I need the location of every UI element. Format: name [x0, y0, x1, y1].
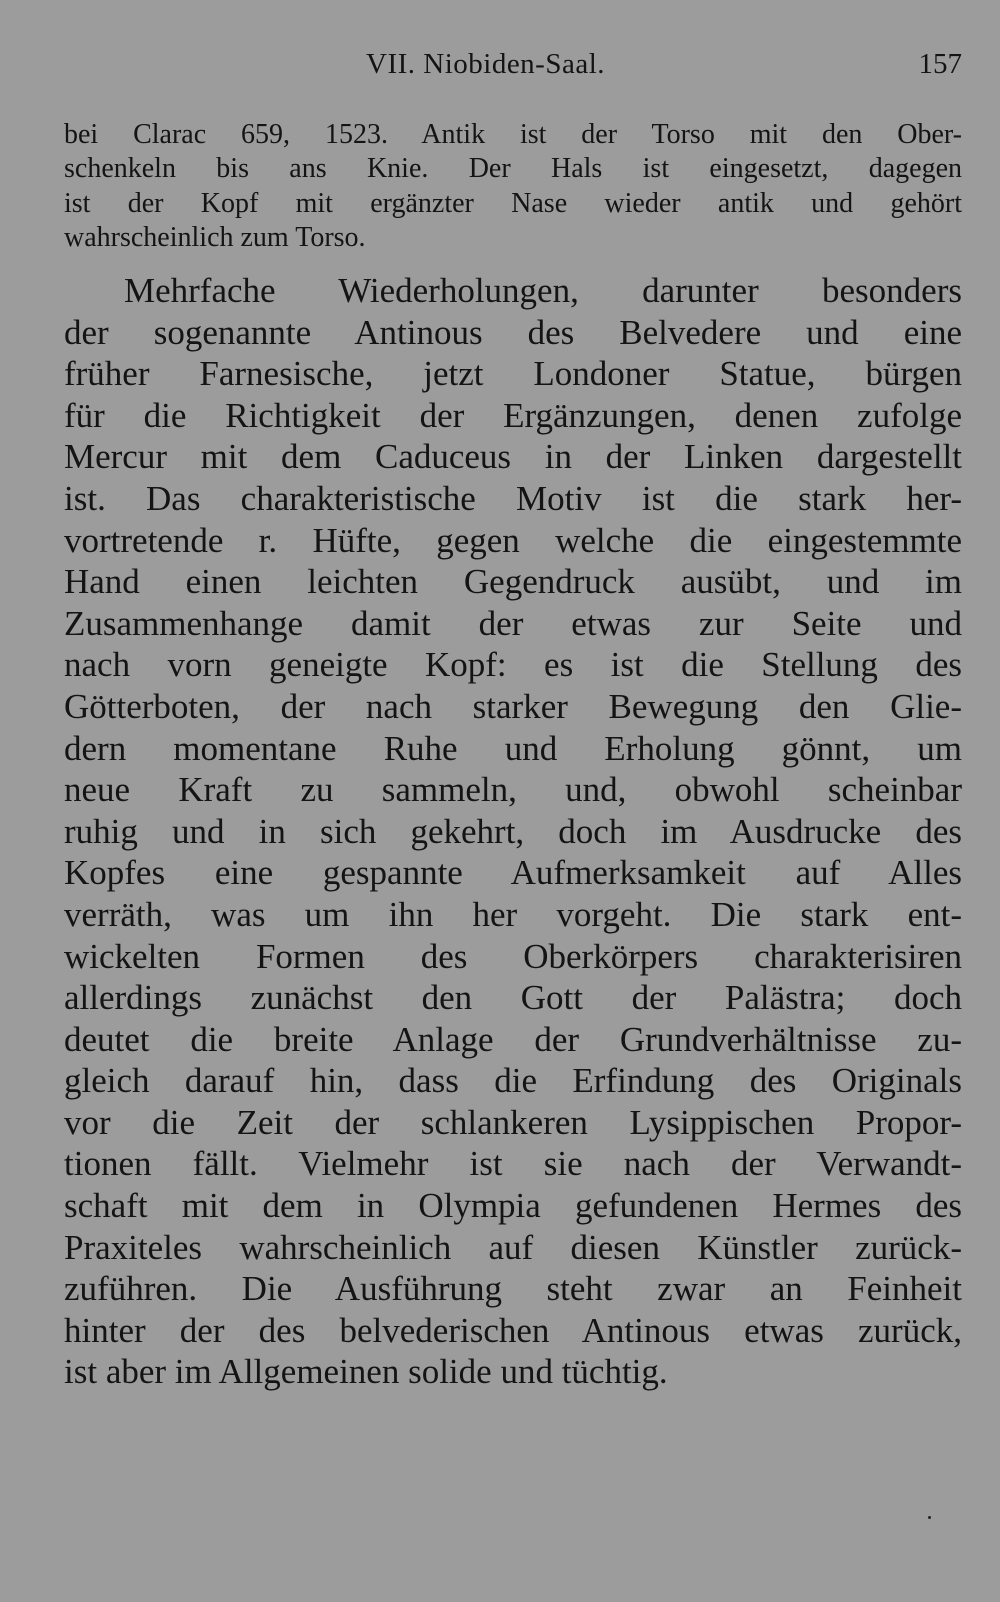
text-line: der sogenannte Antinous des Belvedere und eine [64, 312, 962, 352]
chapter-title: VII. Niobiden-Saal. [366, 48, 606, 80]
text-line: hinter der des belvederischen Antinous etwas zurück, [64, 1310, 962, 1350]
text-line: ist der Kopf mit ergänzter Nase wieder antik und gehört [64, 187, 962, 219]
page-number: 157 [918, 48, 962, 80]
text-line: Kopfes eine gespannte Aufmerksamkeit auf Alles [64, 853, 962, 893]
text-line: vortretende r. Hüfte, gegen welche die eingestemmte [64, 520, 962, 560]
text-line: neue Kraft zu sammeln, und, obwohl scheinbar [64, 770, 962, 810]
text-line: ruhig und in sich gekehrt, doch im Ausdrucke des [64, 811, 962, 851]
footnote-paragraph [64, 118, 962, 255]
main-paragraph [64, 270, 962, 1393]
text-line: gleich darauf hin, dass die Erfindung des Originals [64, 1061, 962, 1101]
text-line: ist aber im Allgemeinen solide und tüchtig. [64, 1352, 668, 1392]
text-line: allerdings zunächst den Gott der Palästra; doch [64, 978, 962, 1018]
text-line: nach vorn geneigte Kopf: es ist die Stellung des [64, 645, 962, 685]
text-line: wickelten Formen des Oberkörpers charakterisiren [64, 936, 962, 976]
text-line: Götterboten, der nach starker Bewegung den Glie- [64, 686, 962, 726]
text-line: schaft mit dem in Olympia gefundenen Hermes des [64, 1186, 962, 1226]
text-line: verräth, was um ihn her vorgeht. Die stark ent- [64, 894, 962, 934]
text-line: dern momentane Ruhe und Erholung gönnt, um [64, 728, 962, 768]
text-line: Mehrfache Wiederholungen, darunter besonders [124, 271, 962, 310]
text-line: Zusammenhange damit der etwas zur Seite und [64, 603, 962, 643]
text-line: schenkeln bis ans Knie. Der Hals ist eingesetzt, dagegen [64, 153, 962, 185]
text-line: früher Farnesische, jetzt Londoner Statue, bürgen [64, 354, 962, 394]
text-line: für die Richtigkeit der Ergänzungen, denen zufolge [64, 395, 962, 435]
text-line: wahrscheinlich zum Torso. [64, 221, 366, 253]
running-header [64, 48, 962, 88]
text-line: Hand einen leichten Gegendruck ausübt, und im [64, 562, 962, 602]
text-line: Praxiteles wahrscheinlich auf diesen Künstler zurück- [64, 1227, 962, 1267]
text-line: Mercur mit dem Caduceus in der Linken dargestellt [64, 437, 962, 477]
text-line: zuführen. Die Ausführung steht zwar an Feinheit [64, 1269, 962, 1309]
text-line: deutet die breite Anlage der Grundverhältnisse zu- [64, 1019, 962, 1059]
text-line: vor die Zeit der schlankeren Lysippischen Propor- [64, 1102, 962, 1142]
text-line: bei Clarac 659, 1523. Antik ist der Torso mit den Ober- [64, 119, 962, 150]
ink-speck [928, 1516, 931, 1519]
text-line: tionen fällt. Vielmehr ist sie nach der Verwandt- [64, 1144, 962, 1184]
text-line: ist. Das charakteristische Motiv ist die stark her- [64, 478, 962, 518]
